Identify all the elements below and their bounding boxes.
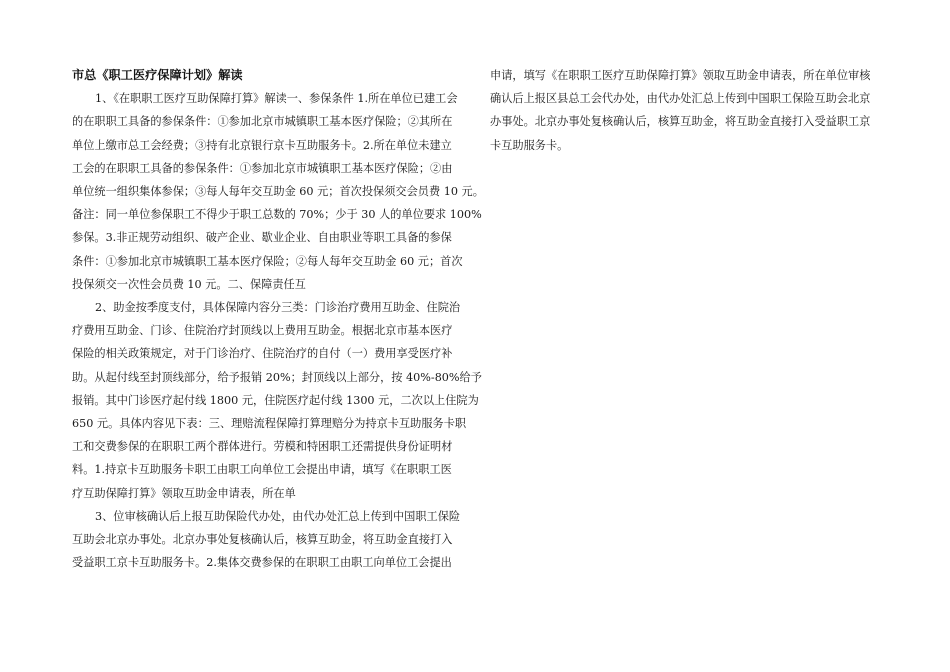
paragraph-line: 单位上缴市总工会经费；③持有北京银行京卡互助服务卡。2.所在单位未建立 [72,138,452,152]
paragraph-line: 工和交费参保的在职职工两个群体进行。劳模和特困职工还需提供身份证明材 [72,440,453,454]
paragraph-line: 助。从起付线至封顶线部分，给予报销 20%；封顶线以上部分，按 40%-80%给予 [72,370,482,384]
paragraph-line: 申请，填写《在职职工医疗互助保障打算》领取互助金申请表，所在单位审核 [490,69,871,82]
paragraph-line: 保险的相关政策规定，对于门诊治疗、住院治疗的自付（一）费用享受医疗补 [72,347,453,361]
paragraph-3 [72,505,472,575]
document-title: 市总《职工医疗保障计划》解读 [72,68,243,82]
paragraph-line: 条件：①参加北京市城镇职工基本医疗保险；②每人每年交互助金 60 元；首次 [72,254,463,268]
paragraph-line: 单位统一组织集体参保；③每人每年交互助金 60 元；首次投保须交会员费 10 元。 [72,185,484,199]
left-column [72,64,484,574]
paragraph-line: 疗费用互助金、门诊、住院治疗封顶线以上费用互助金。根据北京市基本医疗 [72,324,453,338]
paragraph-line: 2、助金按季度支付，具体保障内容分三类：门诊治疗费用互助金、住院治 [95,301,461,315]
paragraph-line: 1、《在职职工医疗互助保障打算》解读一、参保条件 1.所在单位已建工会 [95,92,458,106]
paragraph-line: 投保须交一次性会员费 10 元。二、保障责任互 [72,277,306,291]
paragraph-line: 650 元。具体内容见下表：三、理赔流程保障打算理赔分为持京卡互助服务卡职 [72,417,467,431]
paragraph-line: 的在职职工具备的参保条件：①参加北京市城镇职工基本医疗保险；②其所在 [72,115,453,129]
paragraph-1 [72,87,484,296]
paragraph-line: 疗互助保障打算》领取互助金申请表，所在单 [72,486,296,500]
paragraph-line: 参保。3.非正规劳动组织、破产企业、歇业企业、自由职业等职工具备的参保 [72,231,452,245]
paragraph-line: 卡互助服务卡。 [490,138,569,152]
paragraph-line: 受益职工京卡互助服务卡。2.集体交费参保的在职职工由职工向单位工会提出 [72,556,452,570]
paragraph-line: 确认后上报区县总工会代办处，由代办处汇总上传到中国职工保险互助会北京 [490,92,871,106]
paragraph-line: 报销。其中门诊医疗起付线 1800 元，住院医疗起付线 1300 元，二次以上住院为 [72,393,479,407]
paragraph-line: 工会的在职职工具备的参保条件：①参加北京市城镇职工基本医疗保险；②由 [72,161,453,175]
paragraph-line: 料。1.持京卡互助服务卡职工由职工向单位工会提出申请，填写《在职职工医 [72,463,452,477]
paragraph-line: 3、位审核确认后上报互助保险代办处，由代办处汇总上传到中国职工保险 [95,509,461,523]
paragraph-2 [72,296,482,505]
paragraph-line: 互助会北京办事处。北京办事处复核确认后，核算互助金，将互助金直接打入 [72,533,453,547]
paragraph-line: 备注：同一单位参保职工不得少于职工总数的 70%；少于 30 人的单位要求 100% [72,208,482,222]
paragraph-line: 办事处。北京办事处复核确认后，核算互助金，将互助金直接打入受益职工京 [490,115,871,129]
right-column [490,64,880,157]
